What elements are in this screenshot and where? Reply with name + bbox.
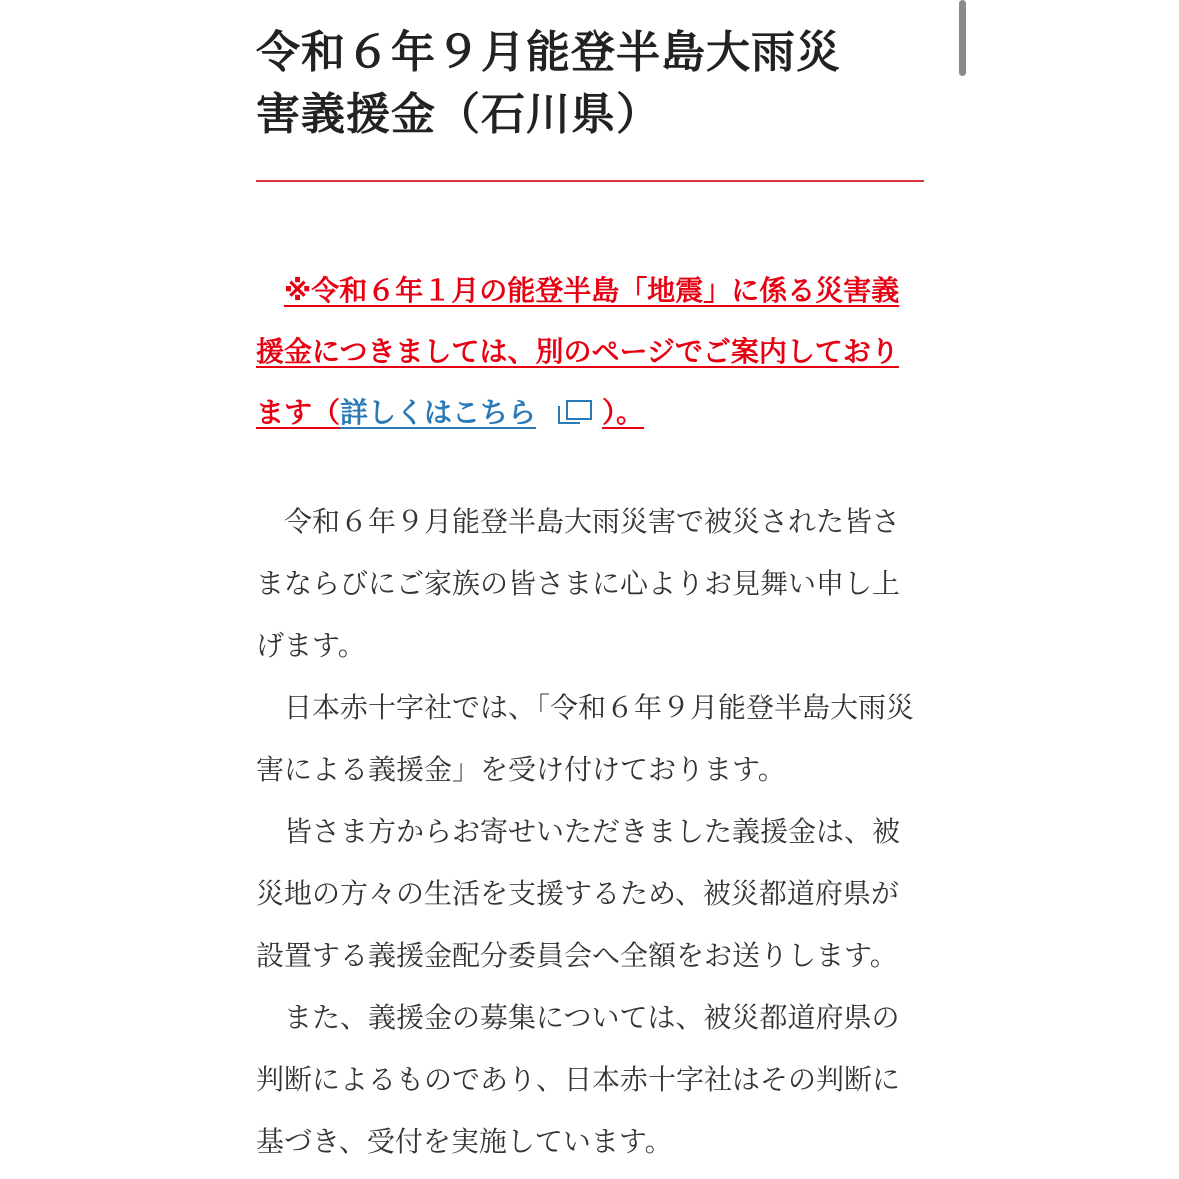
paragraph-distribution: 皆さま方からお寄せいただきました義援金は、被災地の方々の生活を支援するため、被災都道府県が設置する義援金配分委員会へ全額をお送りします。 (256, 815, 901, 972)
external-link-icon[interactable] (558, 400, 592, 424)
article (256, 0, 924, 1173)
page-title-line1: 令和６年９月能登半島大雨災 (256, 27, 841, 78)
article-body (256, 491, 924, 1173)
scrollbar-thumb[interactable] (959, 0, 966, 76)
paragraph-judgment: また、義援金の募集については、被災都道府県の判断によるものであり、日本赤十字社はその判断に基づき、受付を実施しています。 (256, 1001, 901, 1158)
notice-text-end: ）。 (602, 396, 645, 429)
details-link[interactable]: 詳しくはこちら (340, 396, 537, 429)
title-divider (256, 180, 924, 182)
paragraph-sympathy: 令和６年９月能登半島大雨災害で被災された皆さまならびにご家族の皆さまに心よりお見舞い申し上げます。 (256, 505, 901, 662)
earthquake-notice (256, 260, 924, 443)
page-title-line2: 害義援金（石川県） (256, 89, 661, 140)
page-title (256, 0, 924, 146)
paragraph-acceptance: 日本赤十字社では、「令和６年９月能登半島大雨災害による義援金」を受け付けております。 (256, 691, 915, 786)
notice-text: ※令和６年１月の能登半島「地震」に係る災害義援金につきましては、別のページでご案内しております（ (256, 274, 900, 429)
